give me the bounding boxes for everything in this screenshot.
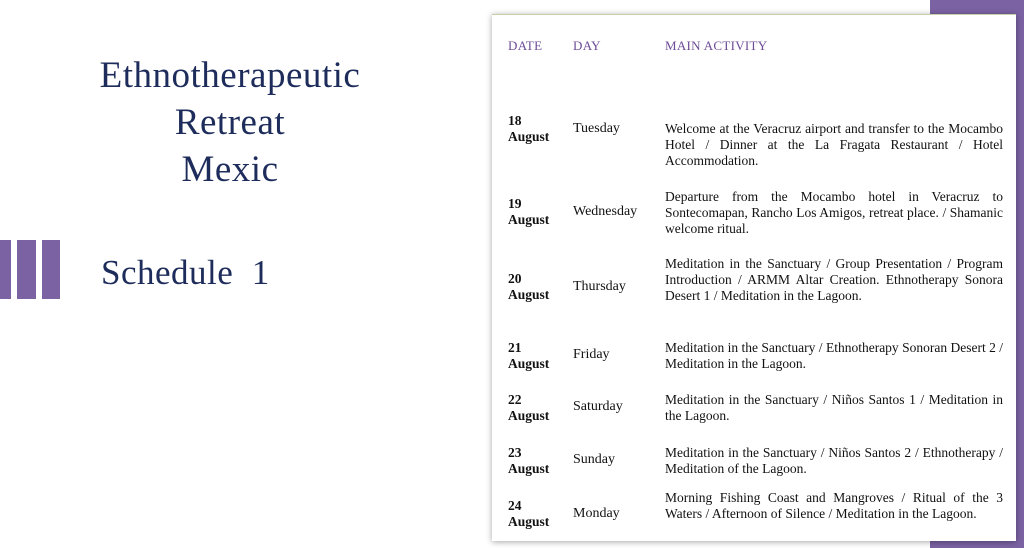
slide-subtitle: Schedule 1 — [101, 253, 270, 292]
day-cell: Monday — [573, 506, 620, 521]
date-cell: 24 August — [508, 498, 550, 529]
activity-cell: Welcome at the Veracruz airport and transfer to the Mocambo Hotel / Dinner at the La Fragata Restaurant / Hotel Accommodation. — [665, 121, 1003, 168]
day-cell: Friday — [573, 347, 610, 362]
title-line: Mexic — [181, 149, 279, 190]
day-cell: Tuesday — [573, 121, 620, 136]
title-line: Retreat — [174, 102, 286, 143]
date-cell: 19 August — [508, 196, 550, 227]
day-cell: Wednesday — [573, 204, 638, 219]
date-cell: 22 August — [508, 392, 550, 423]
date-cell: 18 August — [508, 113, 550, 144]
column-header-date: DATE — [508, 38, 543, 53]
day-cell: Thursday — [573, 279, 626, 294]
day-cell: Saturday — [573, 399, 623, 414]
activity-cell: Meditation in the Sanctuary / Ethnotherapy Sonoran Desert 2 / Meditation in the Lagoon. — [665, 340, 1003, 371]
activity-cell: Meditation in the Sanctuary / Group Presentation / Program Introduction / ARMM Altar Creation. Ethnotherapy Sonora Desert 1 / Meditation in the Lagoon. — [665, 256, 1003, 303]
activity-cell: Departure from the Mocambo hotel in Veracruz to Sontecomapan, Rancho Los Amigos, retreat place. / Shamanic welcome ritual. — [665, 189, 1003, 236]
activity-cell: Morning Fishing Coast and Mangroves / Ritual of the 3 Waters / Afternoon of Silence / Meditation in the Lagoon. — [665, 490, 1003, 521]
date-cell: 20 August — [508, 271, 550, 302]
day-cell: Sunday — [573, 452, 615, 467]
slide-title — [40, 52, 420, 193]
date-cell: 21 August — [508, 340, 550, 371]
date-cell: 23 August — [508, 445, 550, 476]
title-line: Ethnotherapeutic — [99, 55, 361, 96]
activity-cell: Meditation in the Sanctuary / Niños Santos 2 / Ethnotherapy / Meditation of the Lagoon. — [665, 445, 1003, 476]
schedule-table — [492, 14, 1016, 541]
column-header-activity: MAIN ACTIVITY — [665, 38, 768, 53]
activity-cell: Meditation in the Sanctuary / Niños Santos 1 / Meditation in the Lagoon. — [665, 392, 1003, 423]
column-header-day: DAY — [573, 38, 601, 53]
